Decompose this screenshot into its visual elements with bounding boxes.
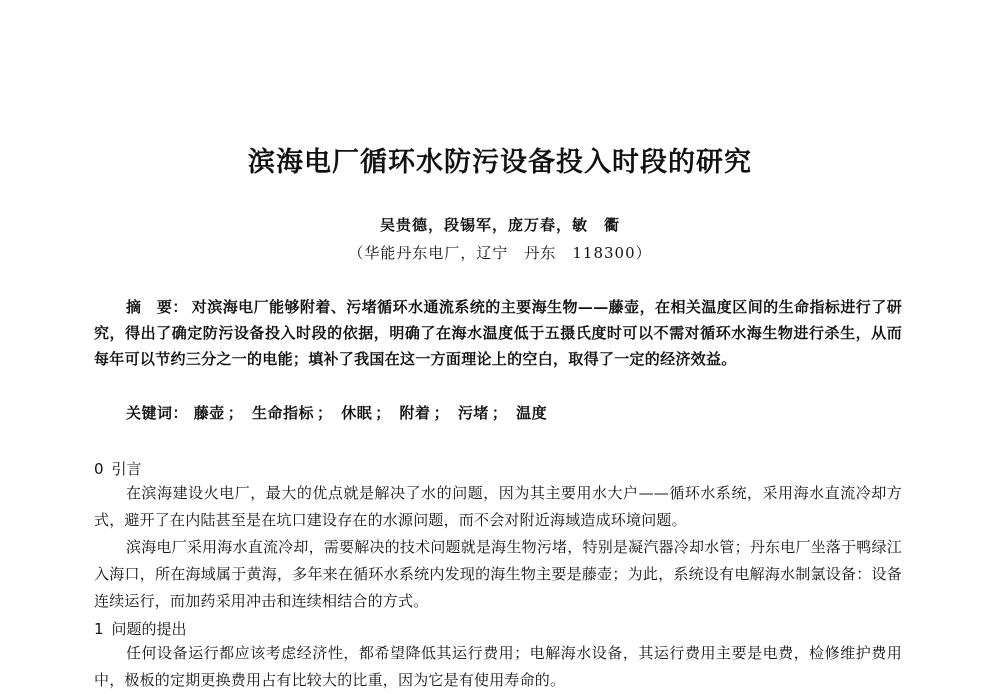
- section-title: 问题的提出: [111, 620, 187, 638]
- section-number: 0: [94, 460, 104, 478]
- abstract-text: 对滨海电厂能够附着、污堵循环水通流系统的主要海生物——藤壶，在相关温度区间的生命指标进行了研究，得出了确定防污设备投入时段的依据，明确了在海水温度低于五摄氏度时可以不需对循环水海生物进行杀生，从而每年可以节约三分之一的电能；填补了我国在这一方面理论上的空白，取得了一定的经济效益。: [94, 298, 903, 368]
- keyword: 休眠: [341, 404, 373, 422]
- body-paragraph: 滨海电厂采用海水直流冷却，需要解决的技术问题就是海生物污堵，特别是凝汽器冷却水管；丹东电厂坐落于鸭绿江入海口，所在海域属于黄海，多年来在循环水系统内发现的海生物主要是藤壶；为此，系统设有电解海水制氯设备：设备连续运行，而加药采用冲击和连续相结合的方式。: [94, 538, 902, 610]
- keywords: 关键词： 藤壶 ； 生命指标 ； 休眠 ； 附着 ； 污堵 ； 温度: [126, 404, 548, 422]
- body-paragraph: 任何设备运行都应该考虑经济性，都希望降低其运行费用；电解海水设备，其运行费用主要是电费，检修维护费用中，极板的定期更换费用占有比较大的比重，因为它是有使用寿命的。: [94, 644, 902, 689]
- section-heading-problem: [94, 618, 187, 639]
- section-title: 引言: [111, 460, 142, 478]
- body-paragraph: 在滨海建设火电厂，最大的优点就是解决了水的问题，因为其主要用水大户——循环水系统，采用海水直流冷却方式，避开了在内陆甚至是在坑口建设存在的水源问题，而不会对附近海域造成环境问题。: [94, 484, 902, 529]
- keywords-label: 关键词：: [126, 404, 189, 422]
- keyword: 附着: [399, 404, 431, 422]
- author-list: 吴贵德，段锡军，庞万春，敏 衢: [379, 216, 620, 234]
- abstract: [94, 294, 902, 372]
- keyword: 温度: [516, 404, 548, 422]
- keyword: 生命指标: [252, 404, 315, 422]
- keyword: 污堵: [457, 404, 489, 422]
- abstract-label: 摘 要：: [126, 298, 188, 316]
- section-number: 1: [94, 620, 104, 638]
- section-heading-introduction: [94, 458, 142, 479]
- author-affiliation: （华能丹东电厂，辽宁 丹东 118300）: [348, 244, 652, 262]
- paper-title: 滨海电厂循环水防污设备投入时段的研究: [248, 147, 752, 178]
- keyword: 藤壶: [193, 404, 225, 422]
